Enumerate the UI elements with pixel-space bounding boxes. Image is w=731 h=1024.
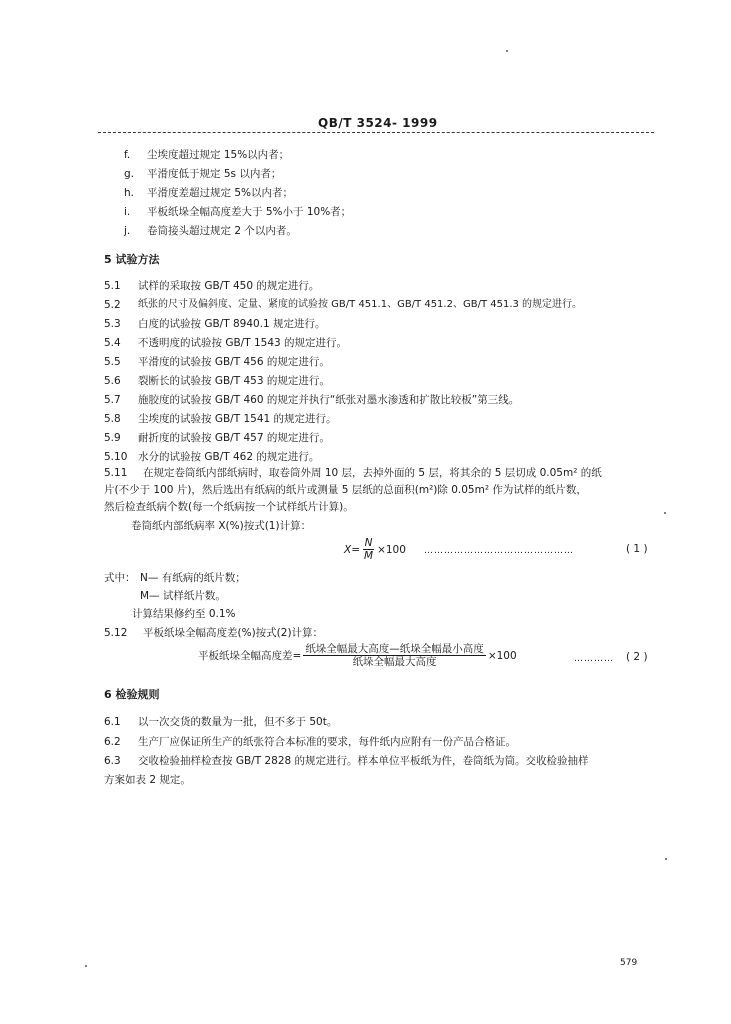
clause-number: 5.1 [104, 280, 121, 292]
list-item: 卷筒接头超过规定 2 个以内者。 [147, 225, 297, 237]
list-item: 尘埃度超过规定 15%以内者； [147, 149, 290, 161]
formula-denominator: M [364, 550, 374, 562]
clause-number: 6.3 [104, 755, 121, 767]
formula-numerator: N [364, 537, 373, 549]
clause-text: 裂断长的试验按 GB/T 453 的规定进行。 [138, 375, 330, 387]
scan-speck [664, 512, 666, 514]
clause-number: 5.3 [104, 318, 121, 330]
clause-text: 以一次交货的数量为一批，但不多于 50t。 [138, 716, 338, 728]
formula-rhs: ×100 [487, 649, 517, 662]
clause-number: 6.2 [104, 736, 121, 748]
where-lead: 式中： [104, 572, 136, 584]
header-divider [98, 132, 654, 133]
list-item-label: j. [124, 225, 131, 237]
formula-fraction [303, 643, 486, 668]
clause-text-line: 交收检验抽样检查按 GB/T 2828 的规定进行。样本单位平板纸为件，卷筒纸为筒。交收检验抽样 [138, 755, 589, 767]
clause-text: 施胶度的试验按 GB/T 460 的规定并执行“纸张对墨水渗透和扩散比较板”第三线。 [138, 394, 520, 406]
list-item: 平板纸垛全幅高度差大于 5%小于 10%者； [147, 206, 352, 218]
clause-number: 6.1 [104, 716, 121, 728]
formula-fraction [362, 537, 375, 562]
section-5-heading: 5 试验方法 [104, 253, 160, 266]
clause-number: 5.7 [104, 394, 121, 406]
formula-denominator: 纸垛全幅最大高度 [352, 656, 437, 668]
scan-speck [506, 50, 508, 52]
list-item-label: g. [124, 168, 135, 180]
formula-lhs: X= [344, 543, 360, 556]
list-item-label: i. [124, 206, 131, 218]
list-item: 平滑度低于规定 5s 以内者； [147, 168, 282, 180]
clause-text: 平滑度的试验按 GB/T 456 的规定进行。 [138, 356, 330, 368]
clause-number: 5.10 [104, 451, 128, 463]
clause-text-line: 方案如表 2 规定。 [104, 774, 191, 786]
clause-text-line: 然后检查纸病个数(每一个纸病按一个试样纸片计算)。 [104, 501, 354, 513]
clause-text: 平板纸垛全幅高度差(%)按式(2)计算： [143, 627, 324, 639]
equation-number: ( 1 ) [626, 543, 648, 555]
clause-text: 白度的试验按 GB/T 8940.1 规定进行。 [138, 318, 326, 330]
where-n: N— 有纸病的纸片数； [140, 572, 246, 584]
clause-text: 不透明度的试验按 GB/T 1543 的规定进行。 [138, 337, 348, 349]
page-number: 579 [620, 958, 638, 968]
standard-number: QB/T 3524- 1999 [318, 116, 438, 130]
scan-speck [85, 965, 87, 967]
section-6-heading: 6 检验规则 [104, 688, 160, 701]
formula-2 [198, 643, 517, 668]
clause-text: 尘埃度的试验按 GB/T 1541 的规定进行。 [138, 413, 337, 425]
list-item: 平滑度差超过规定 5%以内者； [147, 187, 293, 199]
clause-text: 试样的采取按 GB/T 450 的规定进行。 [138, 280, 320, 292]
clause-number: 5.12 [104, 627, 128, 639]
rounding-note: 计算结果修约至 0.1% [132, 608, 236, 620]
clause-text: 生产厂应保证所生产的纸张符合本标准的要求，每件纸内应附有一份产品合格证。 [138, 736, 516, 748]
clause-number: 5.4 [104, 337, 121, 349]
formula-leader-dots: ………… [574, 654, 614, 664]
list-item-label: f. [124, 149, 131, 161]
equation-number: ( 2 ) [626, 651, 648, 663]
where-m: M— 试样纸片数。 [140, 590, 226, 602]
clause-text-line: 片(不少于 100 片)，然后选出有纸病的纸片或测量 5 层纸的总面积(m²)除 0.05m² 作为试样的纸片数， [104, 484, 587, 496]
scan-speck [665, 858, 667, 860]
formula-lhs: 平板纸垛全幅高度差= [198, 649, 302, 662]
formula-numerator: 纸垛全幅最大高度—纸垛全幅最小高度 [305, 643, 484, 655]
formula-1 [344, 537, 406, 562]
clause-number: 5.6 [104, 375, 121, 387]
clause-text-line: 在规定卷筒纸内部纸病时，取卷筒外周 10 层，去掉外面的 5 层，将其余的 5 层切成 0.05m² 的纸 [143, 467, 602, 479]
formula-intro: 卷筒纸内部纸病率 X(%)按式(1)计算： [131, 520, 312, 532]
clause-text: 耐折度的试验按 GB/T 457 的规定进行。 [138, 432, 330, 444]
clause-number: 5.8 [104, 413, 121, 425]
formula-rhs: ×100 [377, 543, 406, 556]
list-item-label: h. [124, 187, 134, 199]
clause-number: 5.11 [104, 467, 128, 479]
clause-number: 5.5 [104, 356, 121, 368]
clause-text: 纸张的尺寸及偏斜度、定量、紧度的试验按 GB/T 451.1、GB/T 451.2、GB/T 451.3 的规定进行。 [138, 299, 583, 310]
formula-leader-dots: ……………………………………… [424, 546, 574, 556]
clause-text: 水分的试验按 GB/T 462 的规定进行。 [138, 451, 320, 463]
clause-number: 5.2 [104, 299, 121, 311]
clause-number: 5.9 [104, 432, 121, 444]
